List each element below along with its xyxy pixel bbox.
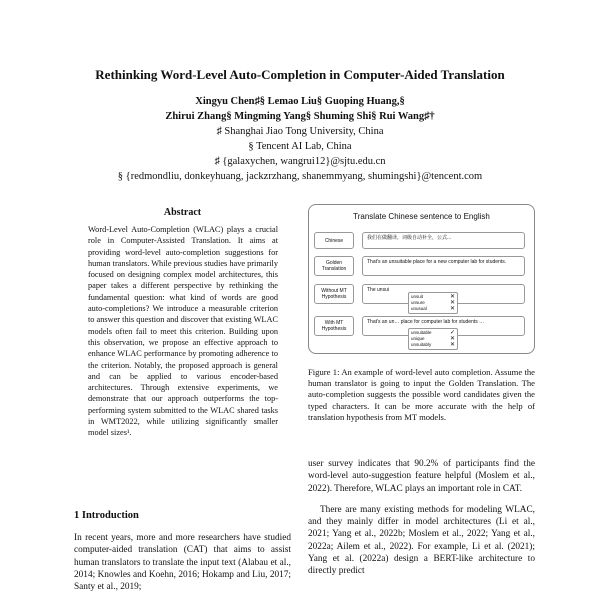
candidates-without-mt xyxy=(408,292,458,314)
label-chinese: Chinese xyxy=(314,232,354,249)
box-chinese: 我们在做翻译，词级自动补全，公式... xyxy=(362,232,525,249)
authors-line-1: Xingyu Chen♯§ Lemao Liu§ Guoping Huang,§ xyxy=(195,96,405,107)
authors-line-2: Zhirui Zhang§ Mingming Yang§ Shuming Shi§ Rui Wang♯† xyxy=(165,111,435,122)
candidate-item: unsure ✕ xyxy=(411,300,455,306)
cross-icon: ✕ xyxy=(449,336,455,342)
figure-caption: Figure 1: An example of word-level auto completion. Assume the human translator is going to input the Golden Translation. The auto-completion suggests the possible word candidates given the typed characters. It can be more accurate with the help of translation hypothesis from MT models. xyxy=(308,367,535,422)
cross-icon: ✕ xyxy=(449,294,455,300)
figure-1 xyxy=(308,204,535,354)
abstract-text: Word-Level Auto-Completion (WLAC) plays a crucial role in Computer-Assisted Translation. It aims at providing word-level auto-completion suggestions for human translators. While previous studies have primarily focused on designing complex model architectures, this paper takes a different perspective by rethinking the fundamental question: what kind of words are good auto-completions? We introduce a measurable criterion to answer this question and discover that existing WLAC models often fail to meet this criterion. Building upon this observation, we propose an effective approach to enhance WLAC performance by promoting adherence to the criterion. Notably, the proposed approach is general and can be applied to various encoder-based architectures. Through extensive experiments, we demonstrate that our approach outperforms the top-performing system submitted to the WLAC shared tasks in WMT2022, while utilizing significantly smaller model sizes¹. xyxy=(88,225,278,438)
affiliation-2: § Tencent AI Lab, China xyxy=(248,141,352,152)
right-column-text xyxy=(308,458,535,578)
candidates-with-mt xyxy=(408,328,458,350)
paper-title: Rethinking Word-Level Auto-Completion in Computer-Aided Translation xyxy=(95,67,505,82)
right-paragraph-2: There are many existing methods for modeling WLAC, and they mainly differ in model architectures (Li et al., 2021; Yang et al., 2022b; Moslem et al., 2022; Yang et al., 2022a; Ailem et al., 2022). For example, Li et al. (2021); Yang et al. (2022a) design a BERT-like architecture to directly predict xyxy=(308,504,535,577)
email-line-2: § {redmondliu, donkeyhuang, jackzrzhang, shanemmyang, shumingshi}@tencent.com xyxy=(117,171,483,182)
email-line-1: ♯ {galaxychen, wangrui12}@sjtu.edu.cn xyxy=(214,156,386,167)
right-paragraph-1: user survey indicates that 90.2% of participants find the word-level auto-suggestion feature helpful (Moslem et al., 2022). Therefore, WLAC plays an important role in CAT. xyxy=(308,459,535,494)
candidate-item: unsuitably ✕ xyxy=(411,342,455,348)
label-without-mt: Without MT Hypothesis xyxy=(314,284,354,304)
affiliation-1: ♯ Shanghai Jiao Tong University, China xyxy=(216,126,384,137)
abstract-heading: Abstract xyxy=(163,207,202,218)
box-with-mt: That's an un… place for computer lab for students … xyxy=(362,316,525,336)
candidate-item: unusual ✕ xyxy=(411,306,455,312)
candidate-item: unsuit ✕ xyxy=(411,294,455,300)
author-block xyxy=(0,94,600,184)
cross-icon: ✕ xyxy=(449,300,455,306)
box-without-mt: The unsui xyxy=(362,284,525,304)
box-golden-translation: That's an unsuitable place for a new computer lab for students. xyxy=(362,256,525,276)
candidate-item: unsuitable ✓ xyxy=(411,330,455,336)
label-with-mt: With MT Hypothesis xyxy=(314,316,354,336)
candidate-item: unique ✕ xyxy=(411,336,455,342)
figure-title: Translate Chinese sentence to English xyxy=(353,212,490,221)
check-icon: ✓ xyxy=(449,330,455,336)
cross-icon: ✕ xyxy=(449,342,455,348)
section-heading-introduction: 1 Introduction xyxy=(74,510,139,521)
intro-paragraph: In recent years, more and more researchers have studied computer-aided translation (CAT) that aims to assist human translators to translate the input text (Alabau et al., 2014; Knowles and Koehn, 2016; Hokamp and Liu, 2017; Santy et al., 2019; xyxy=(74,533,291,593)
label-golden-translation: Golden Translation xyxy=(314,256,354,276)
cross-icon: ✕ xyxy=(449,306,455,312)
